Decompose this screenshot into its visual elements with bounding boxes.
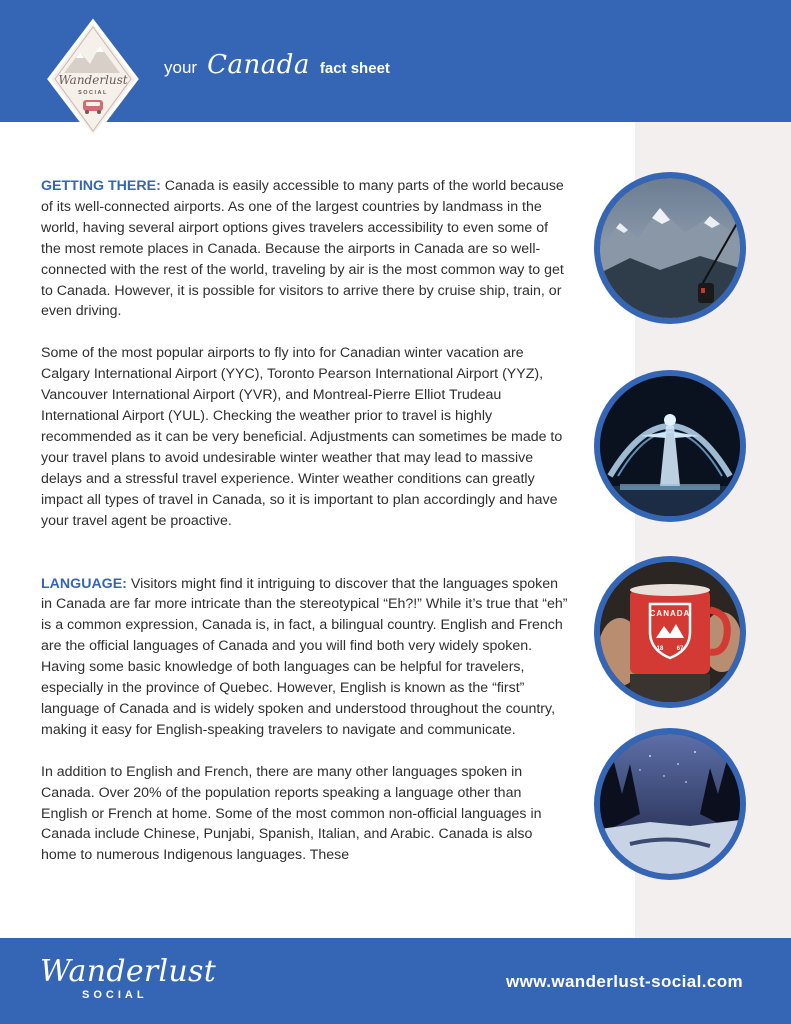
getting-there-paragraph-2: Some of the most popular airports to fly into for Canadian winter vacation are Calgary International Airport (YYC), Toronto Pearson International Airport (YYZ), Vancouver International Airport (YVR), and Montreal-Pierre Elliot Trudeau International Airport (YUL). Checking the weather prior to travel is highly recommended as it can be very beneficial. Adjustments can sometimes be made to your travel plans to avoid undesirable winter weather that may lead to massive delays and a stressful travel experience. Winter weather conditions can greatly impact all types of travel in Canada, so it is important to plan accordingly and have your travel agent be proactive. <box>41 345 563 529</box>
footer-website-link[interactable]: www.wanderlust-social.com <box>505 972 743 991</box>
mountain-gondola-photo <box>594 172 746 324</box>
language-label: LANGUAGE: <box>41 575 127 592</box>
footer-brand-sub: SOCIAL <box>82 989 148 1001</box>
night-forest-photo <box>594 728 746 880</box>
main-content <box>41 176 569 866</box>
ice-sculpture-photo <box>594 370 746 522</box>
language-paragraph-2: In addition to English and French, there are many other languages spoken in Canada. Over 20% of the population reports speaking a language other than English or French at home. Some of the most common non-official languages in Canada include Chinese, Punjabi, Spanish, Italian, and Arabic. Canada is also home to numerous Indigenous languages. These <box>41 763 542 864</box>
footer-brand-logo <box>40 956 216 1001</box>
paragraph-spacer <box>41 322 569 343</box>
footer-brand-name: Wanderlust <box>40 954 217 989</box>
title-suffix: fact sheet <box>319 60 390 77</box>
canada-mug-photo <box>594 556 746 708</box>
section-spacer <box>41 532 569 574</box>
title-prefix: your <box>164 58 198 77</box>
svg-text:Wanderlust: Wanderlust <box>58 73 128 87</box>
svg-text:67: 67 <box>676 646 684 652</box>
header-bar <box>0 0 791 122</box>
page-title <box>164 50 390 80</box>
language-paragraph-1 <box>41 574 569 741</box>
getting-there-paragraph-1 <box>41 176 569 322</box>
language-text-1: Visitors might find it intriguing to discover that the languages spoken in Canada are far more intricate than the stereotypical “Eh?!” While it’s true that “eh” is a common expression, Canada is, in fact, a bilingual country. English and French are the official languages of Canada and you will find both very widely spoken. Having some basic knowledge of both languages can be helpful for travelers, especially in the province of Quebec. However, English is known as the “first” language of Canada and is widely spoken and understood throughout the country, making it easy for English-speaking travelers to navigate and communicate. <box>41 575 568 738</box>
svg-text:18: 18 <box>656 646 664 652</box>
wanderlust-badge-logo <box>46 18 140 140</box>
getting-there-text-1: Canada is easily accessible to many parts of the world because of its well-connected airports. As one of the largest countries by landmass in the world, having several airport options gives travelers accessibility to even some of the most remote places in Canada. Because the airports in Canada are so well-connected with the rest of the world, traveling by air is the most common way to get to Canada. However, it is possible for visitors to arrive there by cruise ship, train, or even driving. <box>41 178 564 320</box>
footer-bar <box>0 938 791 1024</box>
getting-there-label: GETTING THERE: <box>41 178 161 194</box>
svg-text:SOCIAL: SOCIAL <box>78 90 108 96</box>
svg-text:CANADA: CANADA <box>649 609 691 618</box>
title-script: Canada <box>207 50 310 80</box>
paragraph-spacer <box>41 741 569 762</box>
